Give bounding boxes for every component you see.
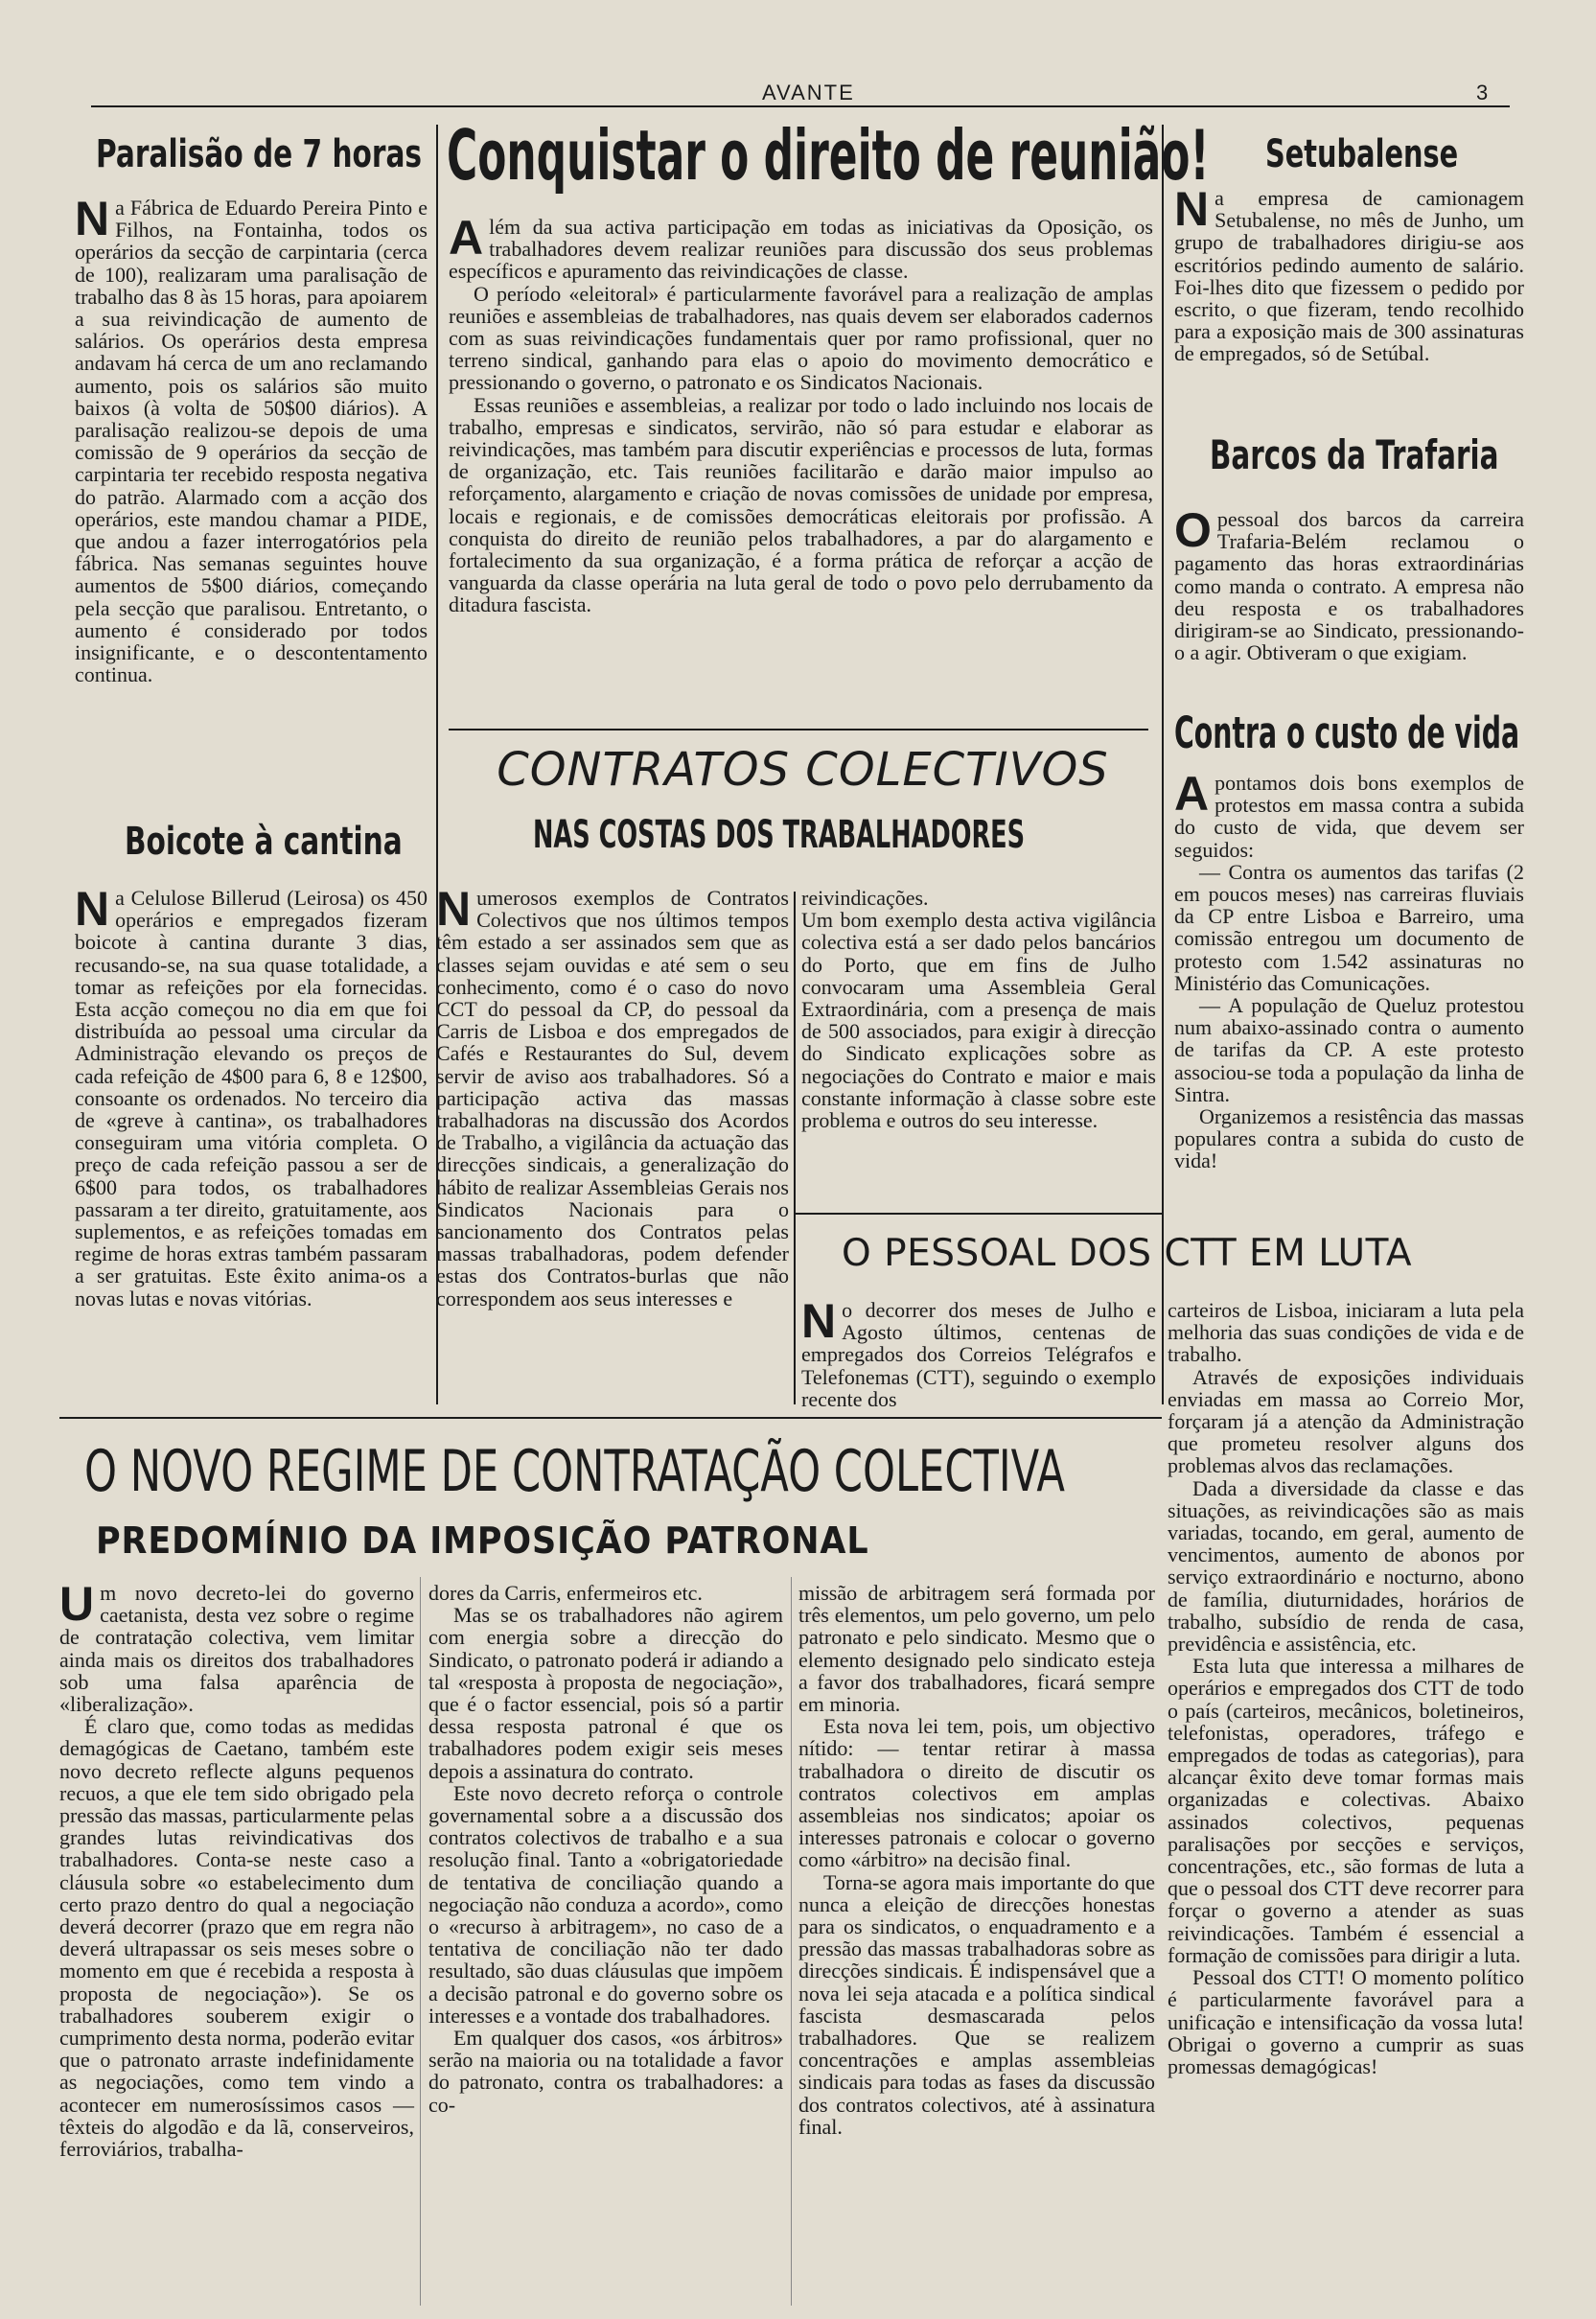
drop-cap: N <box>75 882 110 936</box>
paragraph: Através de exposições individuais enviadas em massa ao Correio Mor, forçaram já a atenção da Administração que prometeu resolver alguns dos problemas alvos das reclamações. <box>1168 1364 1524 1478</box>
paragraph: Um novo decreto-lei do governo caetanista, desta vez sobre o regime de contratação colectiva, vem limitar ainda mais os direitos dos trabalhadores sob uma falsa aparência de «liberalização». <box>59 1577 414 1717</box>
paragraph: Torna-se agora mais importante do que nunca a eleição de direcções honestas para os sindicatos, o enquadramento e a pressão das massas trabalhadoras sobre as direcções sindicais. É indispensável que a nova lei seja atacada e a política sindical fascista desmascarada pelos trabalhadores. Que se realizem concentrações e amplas assembleias sindicais para todas as fases da discussão dos contratos colectivos, até à assinatura final. <box>798 1869 1155 2139</box>
paragraph: carteiros de Lisboa, iniciaram a luta pela melhoria das suas condições de vida e de trabalho. <box>1168 1298 1524 1367</box>
rule-under-reuniao <box>449 729 1148 730</box>
article-body: a Fábrica de Eduardo Pereira Pinto e Filhos, na Fontainha, todos os operários da secção de carpintaria (cerca de 100), realizaram uma paralisação de trabalho das 8 às 15 horas, para apoiarem a sua reivindicação de aumento de salários. Os operários desta empresa andavam há cerca de um ano reclamando aumento, pois os salários são muito baixos (à volta de 50$00 diários). A paralisação realizou-se depois de uma comissão de 9 operários da secção de carpintaria ter recebido resposta negativa do patrão. Alarmado com a acção dos operários, este mandou chamar a PIDE, que andou a fazer interrogatórios pela fábrica. Nas semanas seguintes houve aumentos de 5$00 diários, começando pela secção que paralisou. Entretanto, o aumento é considerado por todos insignificante, e o descontentamento continua. <box>75 196 428 687</box>
article-reuniao <box>449 211 1153 617</box>
article-contratos-col2: reivindicações. Um bom exemplo desta activa vigilância colectiva está a ser dado pelos bancários do Porto, que em fins de Julho convocaram uma Assembleia Geral Extraordinária, com a presença de mais de 500 associados, para exigir à direcção do Sindicato explicações sobre as negociações do Contrato e maior e mais constante informação à classe sobre este problema e outros do seu interesse. <box>801 886 1156 1133</box>
paragraph: Organizemos a resistência das massas populares contra a subida do custo de vida! <box>1174 1104 1524 1173</box>
paragraph: Mas se os trabalhadores não agirem com energia sobre a direcção do Sindicato, o patronato poderá ir adiando a tal «resposta à proposta de negociação», que é o factor essencial, pois só a partir dessa resposta patronal é que os trabalhadores podem exigir seis meses depois a assinatura do contrato. <box>428 1603 783 1783</box>
drop-cap: N <box>436 882 472 936</box>
drop-cap: N <box>75 192 110 245</box>
subheadline-regime: PREDOMÍNIO DA IMPOSIÇÃO PATRONAL <box>96 1519 869 1562</box>
article-body: a Celulose Billerud (Leirosa) os 450 operários e empregados fizeram boicote à cantina durante 3 dias, recusando-se, na sua quase totalidade, a tomar as refeições por ela fornecidas. Esta acção começou no dia em que foi distribuída ao pessoal uma circular da Administração elevando os preços de cada refeição de 4$00 para 6, 8 e 12$00, consoante os ordenados. No terceiro dia de «greve à cantina», os trabalhadores conseguiram uma vitória completa. O preço de cada refeição passou a ser de 6$00 para todos, os trabalhadores passaram a ter direito, gratuitamente, aos suplementos, e as refeições tomadas em regime de horas extras também passaram a ser gratuitas. Este êxito anima-os a novas lutas e novas vitórias. <box>75 886 428 1310</box>
article-custo-vida <box>1174 767 1524 1173</box>
page-number: 3 <box>1476 81 1489 104</box>
headline-custo-vida: Contra o custo de vida <box>1174 707 1520 758</box>
column-rule-regime-1 <box>420 1577 421 2306</box>
paragraph: Dada a diversidade da classe e das situações, as reivindicações são as mais variadas, tocando, em geral, aumento de vencimentos, aumento de abonos por serviço extraordinário e nocturno, abono de família, diuturnidades, horários de trabalho, subsídio de renda de casa, previdência e assistência, etc. <box>1168 1475 1524 1657</box>
article-ctt-col2 <box>1168 1299 1524 2077</box>
paragraph: missão de arbitragem será formada por três elementos, um pelo governo, um pelo patronato e pelo sindicato. Mesmo que o elemento designado pelo sindicato esteja a favor dos trabalhadores, ficará sempre em minoria. <box>798 1581 1155 1717</box>
drop-cap: A <box>1174 767 1210 821</box>
headline-ctt: O PESSOAL DOS CTT EM LUTA <box>842 1232 1413 1275</box>
drop-cap: N <box>801 1294 837 1348</box>
paragraph: Essas reuniões e assembleias, a realizar por todo o lado incluindo nos locais de trabalho, empresas e sindicatos, servirão, não só para estudar e elaborar as reivindicações, mas também para discutir experiências e processos de luta, formas de organização, etc. Tais reuniões facilitarão e darão maior impulso ao reforçamento, alargamento e criação de novas comissões de unidade por empresa, locais e regionais, e de comissões democráticas eleitorais por profissão. A conquista do direito de reunião pelos trabalhadores, a par do alargamento e fortalecimento da sua organização, é a forma prática de reforçar a acção de vanguarda da classe operária na luta geral de todo o povo pelo derrubamento da ditadura fascista. <box>449 392 1153 617</box>
article-boicote <box>75 882 428 1310</box>
paragraph: O período «eleitoral» é particularmente favorável para a realização de amplas reuniões e assembleias de trabalhadores, nas quais devem ser elaborados cadernos com as suas reivindicações fundamentais quer por ramo profissional, quer no terreno sindical, ganhando para elas o apoio do movimento democrático e pressionando o governo, o patronato e os Sindicatos Nacionais. <box>449 281 1153 395</box>
paragraph: É claro que, como todas as medidas demagógicas de Caetano, também este novo decreto reflecte alguns pequenos recuos, a que ele tem sido obrigado pela pressão das massas, particularmente pelas grandes lutas reivindicativas dos trabalhadores. Conta-se neste caso a cláusula sobre «o estabelecimento dum certo prazo dentro do qual a negociação deverá decorrer (prazo que em regra não deverá ultrapassar os seis meses sobre o momento em que é recebida a resposta à proposta de negociação»). Se os trabalhadores souberem exigir o cumprimento desta norma, poderão evitar que o patronato arraste indefinidamente as negociações, como tem vindo a acontecer em numerosíssimos casos — têxteis do algodão e da lã, conserveiros, ferroviários, trabalha- <box>59 1714 414 2162</box>
headline-paralisacao: Paralisão de 7 horas <box>96 132 423 176</box>
drop-cap: U <box>59 1577 95 1631</box>
headline-reuniao: Conquistar o direito de reunião! <box>447 115 1210 196</box>
article-body: a empresa de camionagem Setubalense, no mês de Junho, um grupo de trabalhadores dirigiu-se aos escritórios pedindo aumento de salário. Foi-lhes dito que fizessem o pedido por escrito, o que fizeram, tendo recolhido para a exposição mais de 300 assinaturas de empregados, só de Setúbal. <box>1174 186 1524 366</box>
paragraph: — Contra os aumentos das tarifas (2 em poucos meses) nas carreiras fluviais da CP entre Lisboa e Barreiro, uma comissão entregou um documento de protesto com 1.542 assinaturas no Ministério das Comunicações. <box>1174 859 1524 995</box>
article-body: pessoal dos barcos da carreira Trafaria-Belém reclamou o pagamento das horas extraordinárias como manda o contrato. A empresa não deu resposta e os trabalhadores dirigiram-se ao Sindicato, pressionando-o a agir. Obtiveram o que exigiam. <box>1174 507 1524 665</box>
paragraph: Além da sua activa participação em todas as iniciativas da Oposição, os trabalhadores devem realizar reuniões para discussão dos seus problemas específicos e apuramento das reivindicações de classe. <box>449 211 1153 284</box>
article-regime-col3 <box>798 1582 1155 2138</box>
drop-cap: O <box>1174 503 1212 557</box>
article-regime-col1 <box>59 1577 414 2162</box>
paragraph: Apontamos dois bons exemplos de protestos em massa contra a subida do custo de vida, que devem ser seguidos: <box>1174 767 1524 862</box>
headline-contratos: CONTRATOS COLECTIVOS <box>497 743 1109 797</box>
column-rule-contratos <box>794 892 796 1404</box>
article-trafaria <box>1174 503 1524 665</box>
masthead-rule <box>91 105 1510 107</box>
article-regime-col2 <box>428 1582 783 2116</box>
headline-trafaria: Barcos da Trafaria <box>1210 431 1499 478</box>
drop-cap: A <box>449 211 484 265</box>
article-body: umerosos exemplos de Contratos Colectivos que nos últimos tempos têm estado a ser assinados sem que as classes sejam ouvidas e até sem o seu conhecimento, como é o caso do novo CCT do pessoal da CP, do pessoal da Carris de Lisboa e dos empregados de Cafés e Restaurantes do Sul, devem servir de aviso aos trabalhadores. Só a participação activa das massas trabalhadoras na discussão dos Acordos de Trabalho, a vigilância da actuação das direcções sindicais, a generalização do hábito de realizar Assembleias Gerais nos Sindicatos Nacionais para o sancionamento dos Contratos pelas massas trabalhadoras, podem defender estas dos Contratos-burlas que não correspondem aos seus interesses e <box>436 886 789 1310</box>
article-setubalense <box>1174 182 1524 366</box>
article-contratos-col1 <box>436 882 789 1310</box>
paragraph: Este novo decreto reforça o controle governamental sobre a a discussão dos contratos colectivos de trabalho e a sua resolução final. Tanto a «obrigatoriedade de tentativa de conciliação quando a negociação não conduza a acordo», como o «recurso à arbitragem», no caso de a tentativa de conciliação não ter dado resultado, são duas cláusulas que impõem a decisão patronal e do governo sobre os interesses e a vontade dos trabalhadores. <box>428 1780 783 2028</box>
subheadline-contratos: NAS COSTAS DOS TRABALHADORES <box>533 813 1026 857</box>
paragraph: — A população de Queluz protestou num abaixo-assinado contra o aumento de tarifas da CP. A este protesto associou-se toda a população da linha de Sintra. <box>1174 993 1524 1106</box>
rule-above-ctt <box>794 1213 1163 1215</box>
paragraph: Em qualquer dos casos, «os árbitros» serão na maioria ou na totalidade a favor do patronato, contra os trabalhadores: a co- <box>428 2026 783 2117</box>
column-rule-regime-2 <box>791 1577 792 2306</box>
drop-cap: N <box>1174 182 1210 236</box>
paragraph: dores da Carris, enfermeiros etc. <box>428 1581 703 1605</box>
article-paralisacao <box>75 192 428 687</box>
article-body: o decorrer dos meses de Julho e Agosto últimos, centenas de empregados dos Correios Telégrafos e Telefonemas (CTT), seguindo o exemplo recente dos <box>801 1298 1156 1411</box>
paragraph: Esta nova lei tem, pois, um objectivo nítido: — tentar retirar à massa trabalhadora o direito de discutir os contratos colectivos em amplas assembleias nos sindicatos; apoiar os interesses patronais e colocar o governo como «árbitro» na decisão final. <box>798 1714 1155 1872</box>
headline-boicote: Boicote à cantina <box>125 820 403 864</box>
masthead-title: AVANTE <box>762 81 855 104</box>
paragraph: Pessoal dos CTT! O momento político é particularmente favorável para a unificação e intensificação da vossa luta! Obrigai o governo a cumprir as suas promessas demagógicas! <box>1168 1965 1524 2078</box>
headline-regime: O NOVO REGIME DE CONTRATAÇÃO COLECTIVA <box>84 1438 1065 1505</box>
paragraph: Esta luta que interessa a milhares de operários e empregados dos CTT de todo o país (carteiros, mecânicos, boletineiros, telefonistas, operadores, tráfego e empregados de todas as categorias), para alcançar êxito deve tomar formas mais organizadas e colectivas. Abaixo assinados colectivos, pequenas paralisações por secções e serviços, concentrações, etc., são formas de luta a que o pessoal dos CTT deve recorrer para forçar o governo a atender as suas reivindicações. Também é essencial a formação de comissões para dirigir a luta. <box>1168 1654 1524 1967</box>
article-ctt-col1 <box>801 1294 1156 1411</box>
rule-above-regime <box>59 1417 1162 1419</box>
headline-setubalense: Setubalense <box>1265 132 1459 176</box>
